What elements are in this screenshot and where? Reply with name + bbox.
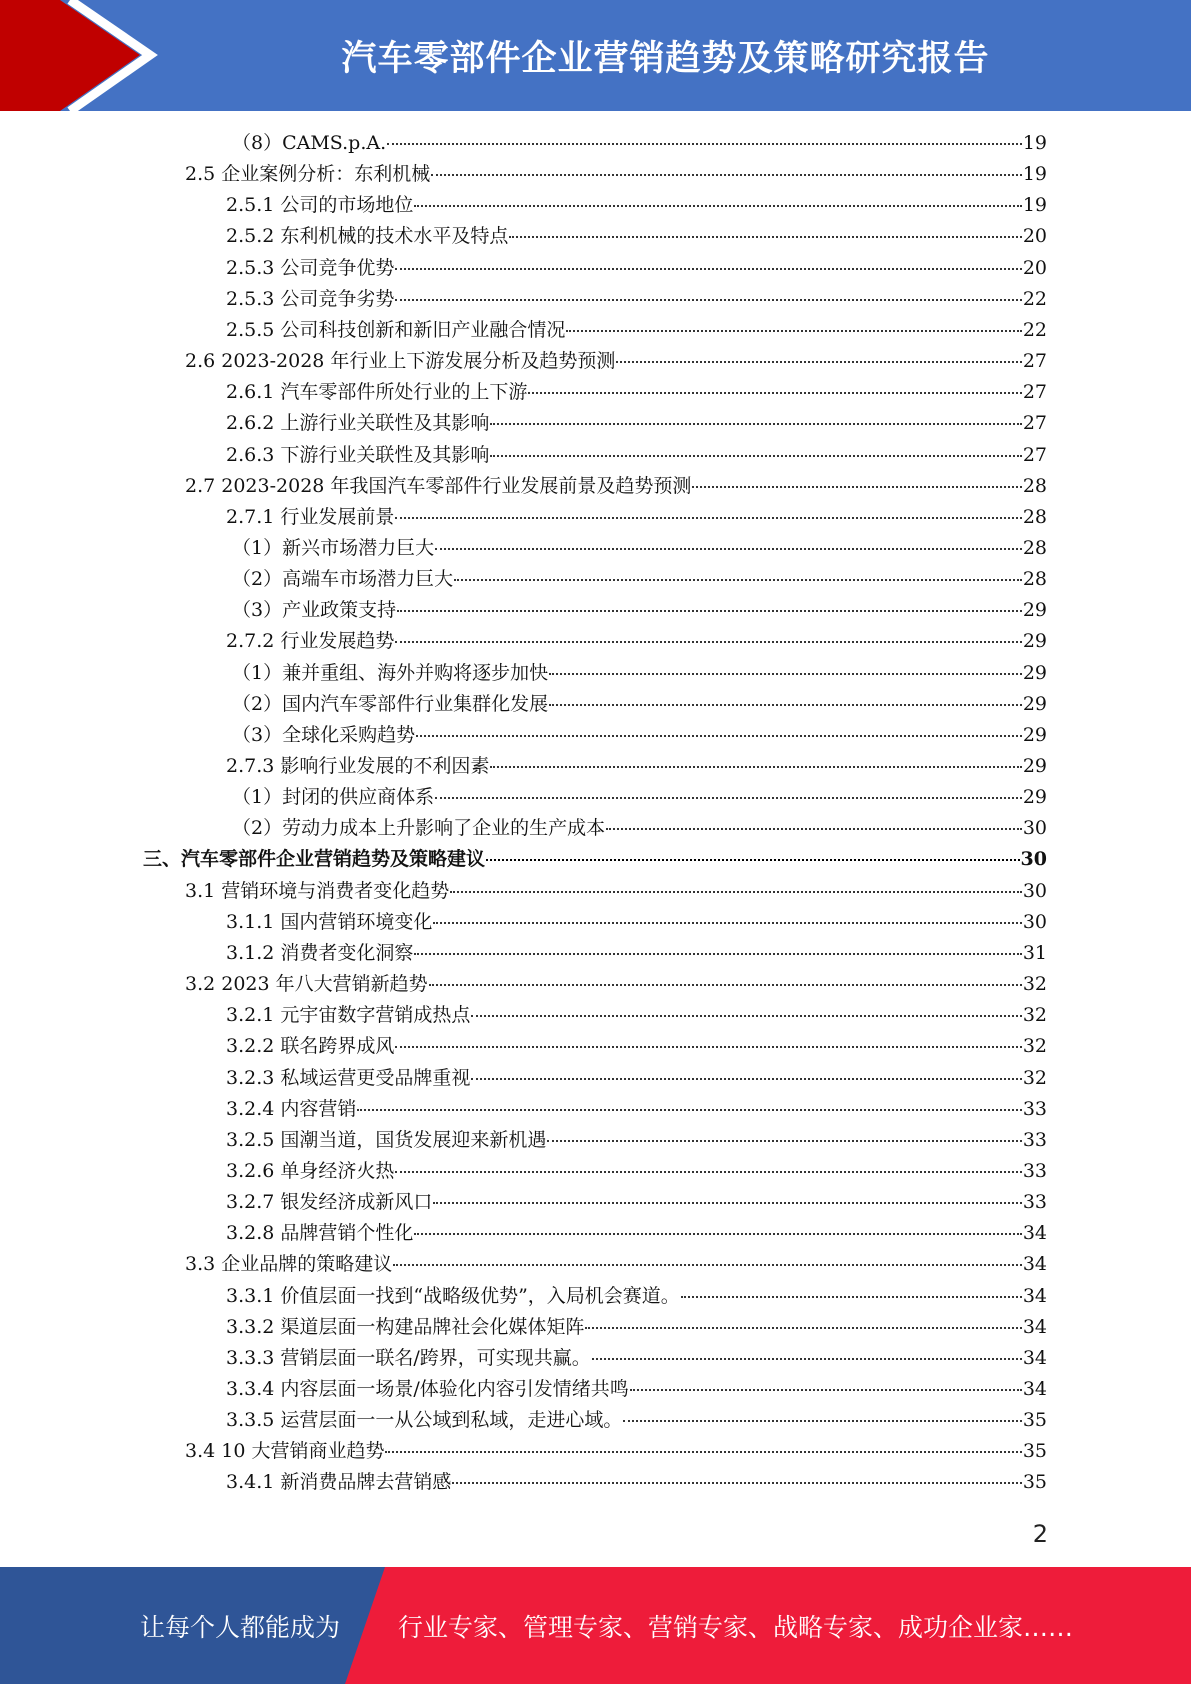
- toc-entry[interactable]: [226, 408, 1047, 439]
- toc-dot-leader: [357, 1109, 1021, 1111]
- toc-dot-leader: [623, 1420, 1021, 1422]
- toc-entry-page: 29: [1022, 723, 1047, 746]
- toc-entry[interactable]: [226, 1281, 1047, 1312]
- toc-dot-leader: [606, 828, 1022, 830]
- toc-entry-title: 三、汽车零部件企业营销趋势及策略建议: [143, 848, 486, 871]
- toc-entry-title: （2）国内汽车零部件行业集群化发展: [232, 692, 549, 715]
- toc-entry-page: 30: [1022, 879, 1047, 902]
- toc-entry-page: 33: [1022, 1191, 1047, 1214]
- toc-entry[interactable]: [226, 284, 1047, 315]
- toc-entry[interactable]: [226, 1218, 1047, 1249]
- toc-dot-leader: [395, 1046, 1021, 1048]
- toc-entry-page: 28: [1022, 536, 1047, 559]
- toc-entry[interactable]: [226, 1031, 1047, 1062]
- toc-entry-page: 28: [1022, 568, 1047, 591]
- toc-entry-title: 2.6.1 汽车零部件所处行业的上下游: [226, 381, 528, 404]
- toc-entry-title: 2.7 2023-2028 年我国汽车零部件行业发展前景及趋势预测: [185, 474, 692, 497]
- toc-entry-title: （3）全球化采购趋势: [232, 723, 416, 746]
- toc-entry-title: 3.3.1 价值层面一找到“战略级优势”，入局机会赛道。: [226, 1284, 680, 1307]
- toc-entry-title: （1）封闭的供应商体系: [232, 786, 435, 809]
- toc-entry[interactable]: [226, 502, 1047, 533]
- toc-entry-title: 2.5 企业案例分析：东利机械: [185, 163, 431, 186]
- toc-dot-leader: [616, 361, 1021, 363]
- toc-entry[interactable]: [226, 1343, 1047, 1374]
- toc-dot-leader: [397, 610, 1022, 612]
- toc-dot-leader: [429, 984, 1022, 986]
- toc-dot-leader: [385, 1451, 1021, 1453]
- toc-entry-title: 2.5.5 公司科技创新和新旧产业融合情况: [226, 318, 566, 341]
- footer-slogan-right: 行业专家、管理专家、营销专家、战略专家、成功企业家……: [398, 1612, 1074, 1642]
- toc-entry[interactable]: [226, 1063, 1047, 1094]
- toc-entry[interactable]: [226, 1187, 1047, 1218]
- toc-dot-leader: [549, 673, 1022, 675]
- toc-entry-page: 29: [1022, 661, 1047, 684]
- toc-entry-title: 3.2.3 私域运营更受品牌重视: [226, 1066, 471, 1089]
- report-title: 汽车零部件企业营销趋势及策略研究报告: [341, 38, 990, 79]
- header-arrow-decoration: [0, 0, 160, 111]
- footer-slogan-left: 让每个人都能成为: [140, 1612, 341, 1642]
- toc-entry[interactable]: [232, 813, 1047, 844]
- toc-entry-page: 22: [1022, 318, 1047, 341]
- toc-entry-page: 34: [1022, 1315, 1047, 1338]
- toc-entry-title: 3.2.5 国潮当道，国货发展迎来新机遇: [226, 1128, 547, 1151]
- toc-entry-title: 3.2.4 内容营销: [226, 1097, 357, 1120]
- toc-entry-page: 33: [1022, 1159, 1047, 1182]
- toc-entry-title: 3.2.1 元宇宙数字营销成热点: [226, 1004, 471, 1027]
- toc-entry-title: 2.5.3 公司竞争劣势: [226, 287, 395, 310]
- toc-entry[interactable]: [226, 1125, 1047, 1156]
- toc-entry-page: 29: [1022, 755, 1047, 777]
- toc-entry[interactable]: [185, 1436, 1047, 1467]
- toc-entry-title: （2）高端车市场潜力巨大: [232, 568, 454, 591]
- toc-entry[interactable]: [226, 626, 1047, 657]
- toc-entry-title: 2.6 2023-2028 年行业上下游发展分析及趋势预测: [185, 350, 616, 373]
- toc-dot-leader: [452, 1482, 1021, 1484]
- toc-entry-page: 19: [1022, 194, 1047, 217]
- toc-entry-page: 22: [1022, 287, 1047, 310]
- toc-entry-title: 3.2.8 品牌营销个性化: [226, 1222, 414, 1245]
- toc-entry-page: 29: [1022, 786, 1047, 809]
- toc-entry-page: 35: [1022, 1409, 1047, 1432]
- toc-entry-title: 3.3.4 内容层面一场景/体验化内容引发情绪共鸣: [226, 1378, 629, 1400]
- toc-dot-leader: [416, 735, 1022, 737]
- toc-entry-title: （2）劳动力成本上升影响了企业的生产成本: [232, 817, 606, 840]
- toc-entry-page: 34: [1022, 1284, 1047, 1307]
- toc-entry[interactable]: [185, 159, 1047, 190]
- toc-entry-title: 2.5.1 公司的市场地位: [226, 194, 414, 217]
- toc-entry[interactable]: [232, 658, 1047, 689]
- toc-entry-page: 27: [1022, 381, 1047, 404]
- toc-entry-page: 30: [1020, 848, 1047, 871]
- toc-entry[interactable]: [226, 1405, 1047, 1436]
- toc-entry[interactable]: [226, 1312, 1047, 1343]
- toc-entry-page: 32: [1022, 1035, 1047, 1058]
- toc-dot-leader: [393, 1264, 1022, 1266]
- toc-dot-leader: [433, 922, 1021, 924]
- toc-dot-leader: [490, 423, 1021, 425]
- toc-entry-title: 3.1.2 消费者变化洞察: [226, 941, 414, 964]
- toc-entry[interactable]: [226, 1094, 1047, 1125]
- toc-entry[interactable]: [226, 377, 1047, 408]
- toc-entry-title: 2.5.2 东利机械的技术水平及特点: [226, 225, 509, 248]
- toc-entry[interactable]: [232, 782, 1047, 813]
- toc-entry-page: 19: [1022, 132, 1047, 154]
- toc-entry[interactable]: [226, 253, 1047, 284]
- toc-entry-title: 2.6.2 上游行业关联性及其影响: [226, 412, 490, 435]
- toc-entry[interactable]: [143, 844, 1047, 875]
- toc-entry[interactable]: [226, 1467, 1047, 1498]
- toc-entry[interactable]: [232, 689, 1047, 720]
- toc-dot-leader: [435, 548, 1022, 550]
- toc-dot-leader: [433, 1202, 1021, 1204]
- toc-dot-leader: [395, 299, 1021, 301]
- toc-dot-leader: [414, 953, 1021, 955]
- toc-entry-title: 3.3.2 渠道层面一构建品牌社会化媒体矩阵: [226, 1315, 585, 1338]
- toc-dot-leader: [431, 174, 1022, 176]
- toc-entry-title: 2.5.3 公司竞争优势: [226, 256, 395, 279]
- toc-entry-title: （1）新兴市场潜力巨大: [232, 536, 435, 559]
- toc-dot-leader: [395, 641, 1021, 643]
- toc-dot-leader: [454, 579, 1022, 581]
- toc-entry[interactable]: [185, 1249, 1047, 1280]
- toc-dot-leader: [681, 1296, 1022, 1298]
- toc-entry[interactable]: [232, 533, 1047, 564]
- toc-entry[interactable]: [232, 720, 1047, 751]
- toc-entry[interactable]: [185, 969, 1047, 1000]
- toc-entry-title: 2.6.3 下游行业关联性及其影响: [226, 443, 490, 466]
- toc-entry-page: 30: [1022, 910, 1047, 933]
- toc-entry-page: 34: [1022, 1378, 1047, 1400]
- toc-entry-title: 3.1 营销环境与消费者变化趋势: [185, 879, 450, 902]
- toc-dot-leader: [490, 455, 1021, 457]
- toc-entry-page: 27: [1022, 443, 1047, 466]
- toc-entry-page: 34: [1022, 1222, 1047, 1245]
- toc-entry-page: 28: [1022, 505, 1047, 528]
- toc-entry-title: 3.2 2023 年八大营销新趋势: [185, 973, 428, 996]
- toc-dot-leader: [387, 143, 1022, 145]
- toc-dot-leader: [630, 1389, 1022, 1391]
- toc-entry[interactable]: [226, 1000, 1047, 1031]
- toc-dot-leader: [414, 205, 1021, 207]
- toc-entry-page: 35: [1022, 1440, 1047, 1463]
- toc-entry[interactable]: [226, 221, 1047, 252]
- toc-entry[interactable]: [185, 876, 1047, 907]
- toc-dot-leader: [692, 486, 1021, 488]
- toc-dot-leader: [486, 859, 1020, 861]
- toc-entry-page: 34: [1022, 1253, 1047, 1276]
- toc-entry-title: 2.7.1 行业发展前景: [226, 505, 395, 528]
- toc-entry-title: 3.3.5 运营层面一一从公域到私域，走进心域。: [226, 1409, 623, 1432]
- toc-entry-page: 20: [1022, 256, 1047, 279]
- toc-dot-leader: [471, 1015, 1021, 1017]
- toc-dot-leader: [547, 1140, 1021, 1142]
- page-number: 2: [1032, 1520, 1048, 1548]
- toc-dot-leader: [414, 1233, 1021, 1235]
- toc-entry-title: 3.4.1 新消费品牌去营销感: [226, 1471, 452, 1494]
- toc-entry-page: 20: [1022, 225, 1047, 248]
- toc-entry-title: 3.2.7 银发经济成新风口: [226, 1191, 433, 1214]
- toc-entry-page: 27: [1022, 350, 1047, 373]
- toc-entry[interactable]: [226, 751, 1047, 782]
- toc-entry[interactable]: [232, 128, 1047, 159]
- toc-entry-page: 33: [1022, 1097, 1047, 1120]
- toc-entry[interactable]: [232, 595, 1047, 626]
- toc-entry-title: 3.2.6 单身经济火热: [226, 1159, 395, 1182]
- toc-entry-page: 19: [1022, 163, 1047, 186]
- toc-entry[interactable]: [185, 346, 1047, 377]
- toc-entry-title: 3.3 企业品牌的策略建议: [185, 1253, 393, 1276]
- toc-dot-leader: [566, 330, 1021, 332]
- toc-dot-leader: [435, 797, 1022, 799]
- toc-entry-page: 35: [1022, 1471, 1047, 1494]
- toc-entry[interactable]: [232, 564, 1047, 595]
- toc-dot-leader: [528, 392, 1021, 394]
- toc-entry-title: 2.7.3 影响行业发展的不利因素: [226, 755, 490, 777]
- toc-entry-title: （1）兼并重组、海外并购将逐步加快: [232, 661, 549, 684]
- toc-entry-page: 27: [1022, 412, 1047, 435]
- toc-entry[interactable]: [226, 1156, 1047, 1187]
- toc-entry-page: 34: [1022, 1346, 1047, 1369]
- toc-dot-leader: [585, 1327, 1021, 1329]
- page-footer: [0, 1567, 1191, 1684]
- toc-entry-title: （3）产业政策支持: [232, 599, 397, 622]
- toc-entry-page: 32: [1022, 973, 1047, 996]
- toc-entry-title: （8）CAMS.p.A.: [232, 132, 387, 154]
- toc-dot-leader: [509, 236, 1021, 238]
- toc-entry-page: 30: [1022, 817, 1047, 840]
- toc-entry[interactable]: [226, 440, 1047, 471]
- toc-dot-leader: [395, 268, 1021, 270]
- toc-entry[interactable]: [226, 315, 1047, 346]
- toc-entry-page: 28: [1022, 474, 1047, 497]
- toc-entry-page: 29: [1022, 599, 1047, 622]
- toc-dot-leader: [395, 1171, 1021, 1173]
- toc-entry[interactable]: [226, 907, 1047, 938]
- toc-entry[interactable]: [226, 190, 1047, 221]
- toc-dot-leader: [549, 704, 1022, 706]
- toc-entry-title: 3.3.3 营销层面一联名/跨界，可实现共赢。: [226, 1346, 591, 1369]
- toc-entry-title: 3.1.1 国内营销环境变化: [226, 910, 433, 933]
- toc-entry[interactable]: [226, 1374, 1047, 1405]
- toc-dot-leader: [490, 766, 1021, 768]
- toc-entry-page: 32: [1022, 1066, 1047, 1089]
- toc-entry-page: 29: [1022, 630, 1047, 653]
- toc-entry-page: 32: [1022, 1004, 1047, 1027]
- page-header: [0, 0, 1191, 111]
- toc-dot-leader: [471, 1078, 1021, 1080]
- toc-entry-title: 2.7.2 行业发展趋势: [226, 630, 395, 653]
- toc-dot-leader: [592, 1358, 1022, 1360]
- toc-entry-title: 3.2.2 联名跨界成风: [226, 1035, 395, 1058]
- toc-dot-leader: [395, 517, 1021, 519]
- toc-entry[interactable]: [185, 471, 1047, 502]
- toc-entry-page: 33: [1022, 1128, 1047, 1151]
- toc-entry[interactable]: [226, 938, 1047, 969]
- toc-entry-page: 31: [1022, 941, 1047, 964]
- toc-entry-title: 3.4 10 大营销商业趋势: [185, 1440, 385, 1463]
- toc-entry-page: 29: [1022, 692, 1047, 715]
- toc-dot-leader: [450, 891, 1022, 893]
